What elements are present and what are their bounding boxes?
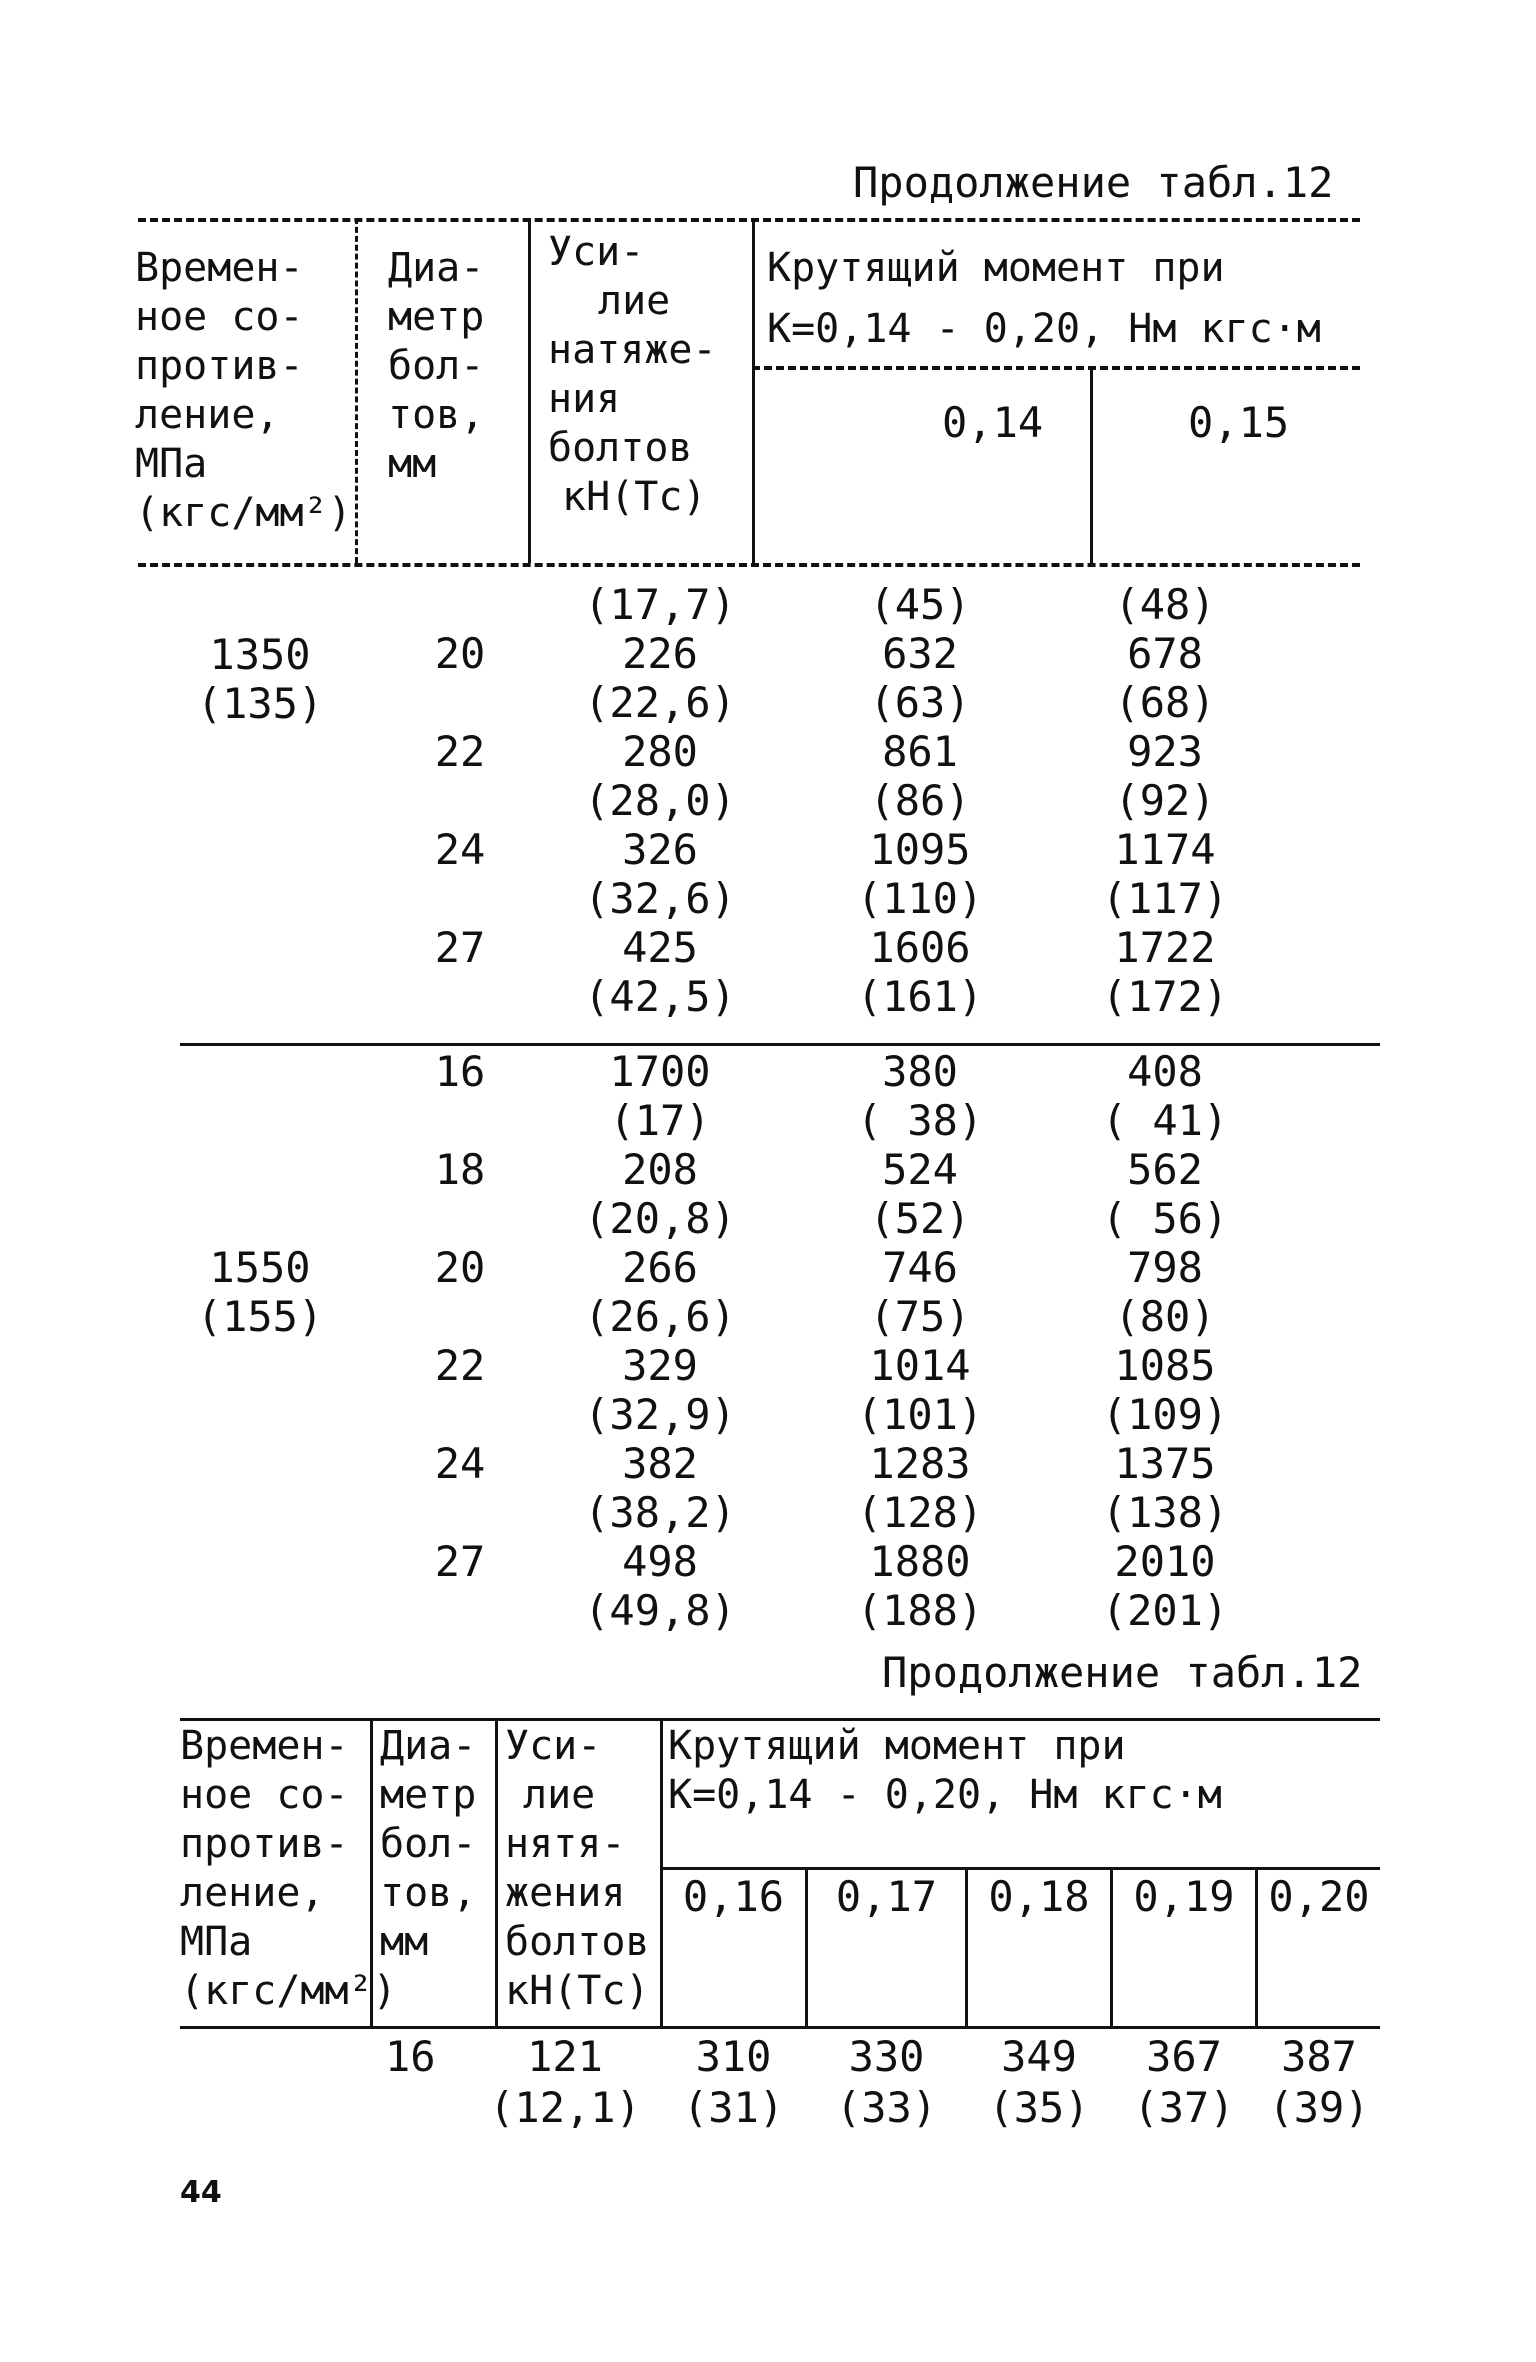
table2-torque-rule [660, 1867, 1380, 1870]
table1-header-bottom-rule [138, 563, 1360, 567]
table-cell: (49,8) [584, 1586, 736, 1635]
table-cell: 266 [622, 1243, 698, 1292]
table-cell: 330 [848, 2032, 925, 2081]
table-cell: 27 [434, 1537, 486, 1586]
table1-vrule-3 [752, 218, 755, 563]
table-cell: (28,0) [584, 776, 736, 825]
table-cell: 20 [434, 629, 486, 678]
table-cell: (92) [1114, 776, 1216, 825]
table-cell: (39) [1268, 2083, 1370, 2132]
table-cell: (172) [1101, 972, 1229, 1021]
table-cell: (86) [869, 776, 971, 825]
table1-top-rule [138, 218, 1360, 222]
table-cell: (68) [1114, 678, 1216, 727]
table-cell: (80) [1114, 1292, 1216, 1341]
table-cell: 1880 [869, 1537, 971, 1586]
table1-header-torque: Крутящий момент при К=0,14 - 0,20, Нм кгс·м [767, 245, 1321, 352]
table1-header-force: Уси- лие натяже- ния болтов кН(Тс) [548, 229, 717, 520]
table-cell: 22 [434, 1341, 486, 1390]
table-cell: (37) [1133, 2083, 1235, 2132]
table-cell: 2010 [1114, 1537, 1216, 1586]
table2-header-k019: 0,19 [1133, 1872, 1235, 1921]
table-cell: 678 [1127, 629, 1203, 678]
table1-header-k015: 0,15 [1188, 398, 1290, 447]
table2-header-bottom-rule [180, 2026, 1380, 2029]
table-cell: (32,9) [584, 1390, 736, 1439]
table-cell: ( 38) [856, 1096, 984, 1145]
table-cell: 1606 [869, 923, 971, 972]
table-cell: (12,1) [489, 2083, 641, 2132]
table-cell: 367 [1146, 2032, 1222, 2081]
table1-vrule-4 [1090, 366, 1093, 563]
table-cell: 24 [434, 1439, 486, 1488]
table1-vrule-2 [528, 218, 531, 563]
table-cell: (38,2) [584, 1488, 736, 1537]
table1-header-k014: 0,14 [942, 398, 1044, 447]
table-cell: 280 [622, 727, 698, 776]
table2-header-k017: 0,17 [835, 1872, 938, 1921]
table-cell: (109) [1101, 1390, 1229, 1439]
table1-vrule-1 [355, 218, 358, 563]
table-cell: 226 [622, 629, 698, 678]
table-cell: (48) [1114, 580, 1216, 629]
table-cell: 387 [1281, 2032, 1357, 2081]
table-cell: (110) [856, 874, 984, 923]
table1-group2-strength: 1550 (155) [196, 1243, 324, 1341]
table-cell: (17) [609, 1096, 711, 1145]
table-cell: (35) [988, 2083, 1090, 2132]
table-cell: (45) [869, 580, 971, 629]
table-cell: (101) [856, 1390, 984, 1439]
table-cell: 562 [1127, 1145, 1203, 1194]
table-cell: (128) [856, 1488, 984, 1537]
table-cell: (26,6) [584, 1292, 736, 1341]
table-cell: 121 [527, 2032, 603, 2081]
table-cell: (52) [869, 1194, 971, 1243]
table-cell: 20 [434, 1243, 486, 1292]
table-cell: 1095 [869, 825, 971, 874]
table1-header-strength: Времен- ное со- против- ление, МПа (кгс/мм²) [135, 245, 352, 536]
table2-header-diameter: Диа- метр бол- тов, мм [380, 1723, 477, 1965]
table-cell: 1700 [609, 1047, 711, 1096]
table-cell: 498 [622, 1537, 698, 1586]
table-cell: 349 [1001, 2032, 1077, 2081]
table-cell: 380 [882, 1047, 958, 1096]
table-cell: 16 [434, 1047, 486, 1096]
table1-group1-strength: 1350 (135) [196, 630, 324, 728]
table-cell: 1174 [1114, 825, 1216, 874]
table-cell: 1283 [869, 1439, 971, 1488]
table1-group-separator [180, 1043, 1380, 1046]
table-cell: (201) [1101, 1586, 1229, 1635]
table-cell: 524 [882, 1145, 958, 1194]
table2-header-strength: Времен- ное со- против- ление, МПа (кгс/мм²) [180, 1723, 397, 2014]
table-cell: 22 [434, 727, 486, 776]
table-cell: ( 56) [1101, 1194, 1229, 1243]
table-cell: (33) [835, 2083, 938, 2132]
table-cell: 1722 [1114, 923, 1216, 972]
table2-caption: Продолжение табл.12 [882, 1648, 1363, 1697]
table2-vrule-2 [495, 1718, 498, 2026]
table2-header-k016: 0,16 [682, 1872, 785, 1921]
page-number: 44 [180, 2175, 222, 2210]
table-cell: (75) [869, 1292, 971, 1341]
table-cell: 208 [622, 1145, 698, 1194]
table-cell: 329 [622, 1341, 698, 1390]
table-cell: 27 [434, 923, 486, 972]
table-cell: (117) [1101, 874, 1229, 923]
table-cell: 310 [695, 2032, 772, 2081]
table-cell: 1014 [869, 1341, 971, 1390]
table-cell: 18 [434, 1145, 486, 1194]
table-cell: (42,5) [584, 972, 736, 1021]
table2-header-force: Уси- лие нятя- жения болтов кН(Тс) [505, 1723, 650, 2014]
table2-header-torque: Крутящий момент при К=0,14 - 0,20, Нм кгс·м [668, 1723, 1222, 1818]
table-cell: 861 [882, 727, 958, 776]
table-cell: ( 41) [1101, 1096, 1229, 1145]
table2-top-rule [180, 1718, 1380, 1721]
table-cell: (63) [869, 678, 971, 727]
table-cell: 798 [1127, 1243, 1203, 1292]
table1-torque-rule [752, 366, 1360, 370]
table-cell: 24 [434, 825, 486, 874]
table-cell: (32,6) [584, 874, 736, 923]
table-cell: (20,8) [584, 1194, 736, 1243]
table-cell: 382 [622, 1439, 698, 1488]
table-cell: (138) [1101, 1488, 1229, 1537]
table2-header-k020: 0,20 [1268, 1872, 1370, 1921]
table1-caption: Продолжение табл.12 [853, 158, 1334, 207]
table1-header-diameter: Диа- метр бол- тов, мм [388, 245, 485, 487]
table-cell: 632 [882, 629, 958, 678]
table-cell: 1375 [1114, 1439, 1216, 1488]
table-cell: 1085 [1114, 1341, 1216, 1390]
table-cell: (17,7) [584, 580, 736, 629]
table-cell: (188) [856, 1586, 984, 1635]
table-cell: (22,6) [584, 678, 736, 727]
table-cell: 746 [882, 1243, 958, 1292]
table-cell: 326 [622, 825, 698, 874]
table2-header-k018: 0,18 [988, 1872, 1090, 1921]
table-cell: 408 [1127, 1047, 1203, 1096]
table-cell: 923 [1127, 727, 1203, 776]
table-cell: (31) [682, 2083, 785, 2132]
table-cell: 16 [385, 2032, 436, 2081]
table-cell: (161) [856, 972, 984, 1021]
table-cell: 425 [622, 923, 698, 972]
